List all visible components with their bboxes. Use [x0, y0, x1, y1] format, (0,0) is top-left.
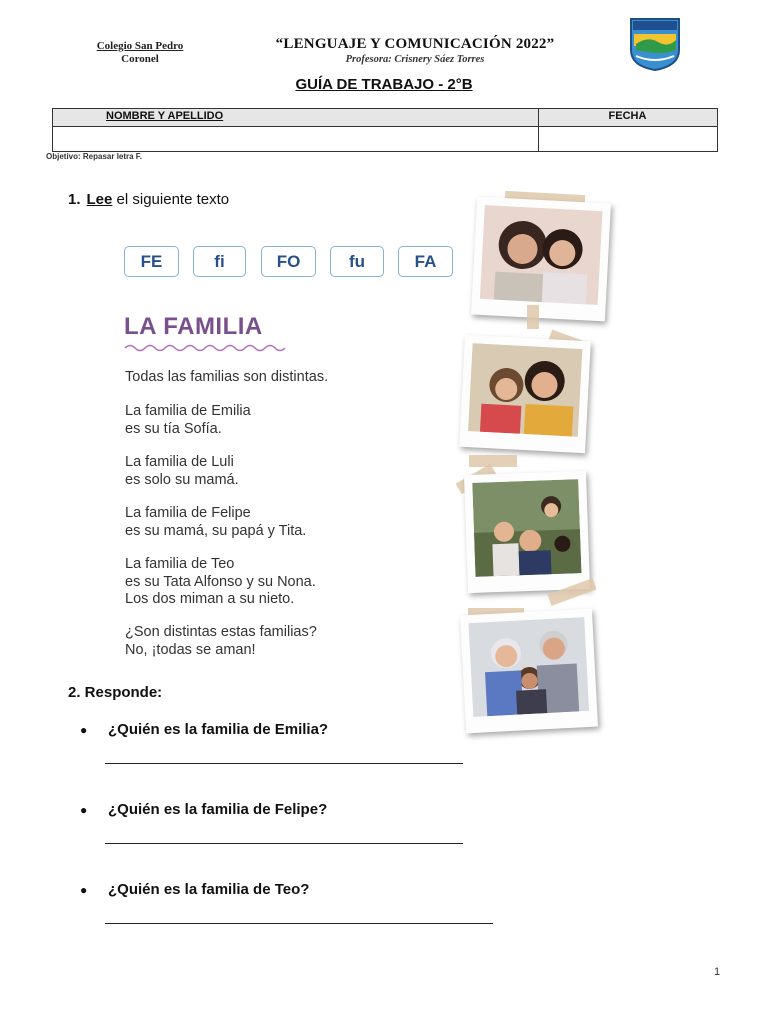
- objective: Objetivo: Repasar letra F.: [46, 152, 143, 161]
- section-1-text: el siguiente texto: [112, 191, 230, 208]
- story-stanza: La familia de Felipe es su mamá, su papá y Tita.: [125, 505, 307, 539]
- school-name-line1: Colegio San Pedro: [96, 40, 184, 52]
- family-photo-2: [459, 335, 591, 453]
- story-stanza: Todas las familias son distintas.: [125, 369, 329, 385]
- date-field[interactable]: [538, 126, 717, 151]
- section-1-verb: Lee: [86, 191, 113, 208]
- syllable-box: FE: [124, 246, 179, 277]
- section-2-heading: 2. Responde:: [68, 684, 163, 701]
- photo-girl-mother: [468, 343, 582, 437]
- question-text: ¿Quién es la familia de Teo?: [108, 881, 310, 898]
- family-photo-1: [471, 197, 611, 322]
- photo-grandparents-grandson: [468, 617, 589, 717]
- question-text: ¿Quién es la familia de Felipe?: [108, 801, 328, 818]
- guide-title: GUÍA DE TRABAJO - 2°B: [295, 76, 473, 93]
- tape: [527, 305, 539, 329]
- name-field[interactable]: [53, 126, 537, 151]
- syllable-box: fi: [193, 246, 246, 277]
- story-title: LA FAMILIA: [124, 313, 263, 340]
- title-wave-underline: [124, 343, 289, 353]
- answer-line[interactable]: [105, 923, 493, 924]
- question-item: [80, 721, 328, 738]
- bullet: ●: [80, 883, 88, 897]
- story-stanza: ¿Son distintas estas familias? No, ¡todas se aman!: [125, 624, 317, 658]
- subject-title: “LENGUAJE Y COMUNICACIÓN 2022”: [275, 36, 555, 52]
- question-item: [80, 881, 309, 898]
- family-photo-3: [464, 471, 590, 593]
- bullet: ●: [80, 803, 88, 817]
- story-stanza: La familia de Emilia es su tía Sofía.: [125, 403, 251, 437]
- answer-line[interactable]: [105, 763, 463, 764]
- table-header-name: NOMBRE Y APELLIDO: [106, 110, 224, 122]
- table-header-date: FECHA: [608, 110, 647, 122]
- answer-line[interactable]: [105, 843, 463, 844]
- question-item: [80, 801, 327, 818]
- bullet: ●: [80, 723, 88, 737]
- photo-mother-daughter: [480, 205, 603, 305]
- story-stanza: La familia de Teo es su Tata Alfonso y su Nona. Los dos miman a su nieto.: [125, 556, 316, 607]
- school-name-line2: Coronel: [121, 53, 159, 65]
- section-1-heading: [68, 191, 229, 208]
- section-1-number: 1.: [68, 191, 81, 208]
- school-crest-logo: [628, 16, 682, 72]
- syllable-box: fu: [330, 246, 384, 277]
- story-stanza: La familia de Luli es solo su mamá.: [125, 454, 239, 488]
- syllable-box: FO: [261, 246, 316, 277]
- question-text: ¿Quién es la familia de Emilia?: [108, 721, 329, 738]
- photo-family-park: [472, 479, 581, 577]
- school-name: [70, 40, 210, 66]
- family-photo-4: [460, 609, 598, 734]
- tape: [469, 455, 517, 467]
- page-number: 1: [714, 966, 721, 978]
- teacher-name: Profesora: Crisnery Sáez Torres: [345, 54, 485, 65]
- syllable-box: FA: [398, 246, 453, 277]
